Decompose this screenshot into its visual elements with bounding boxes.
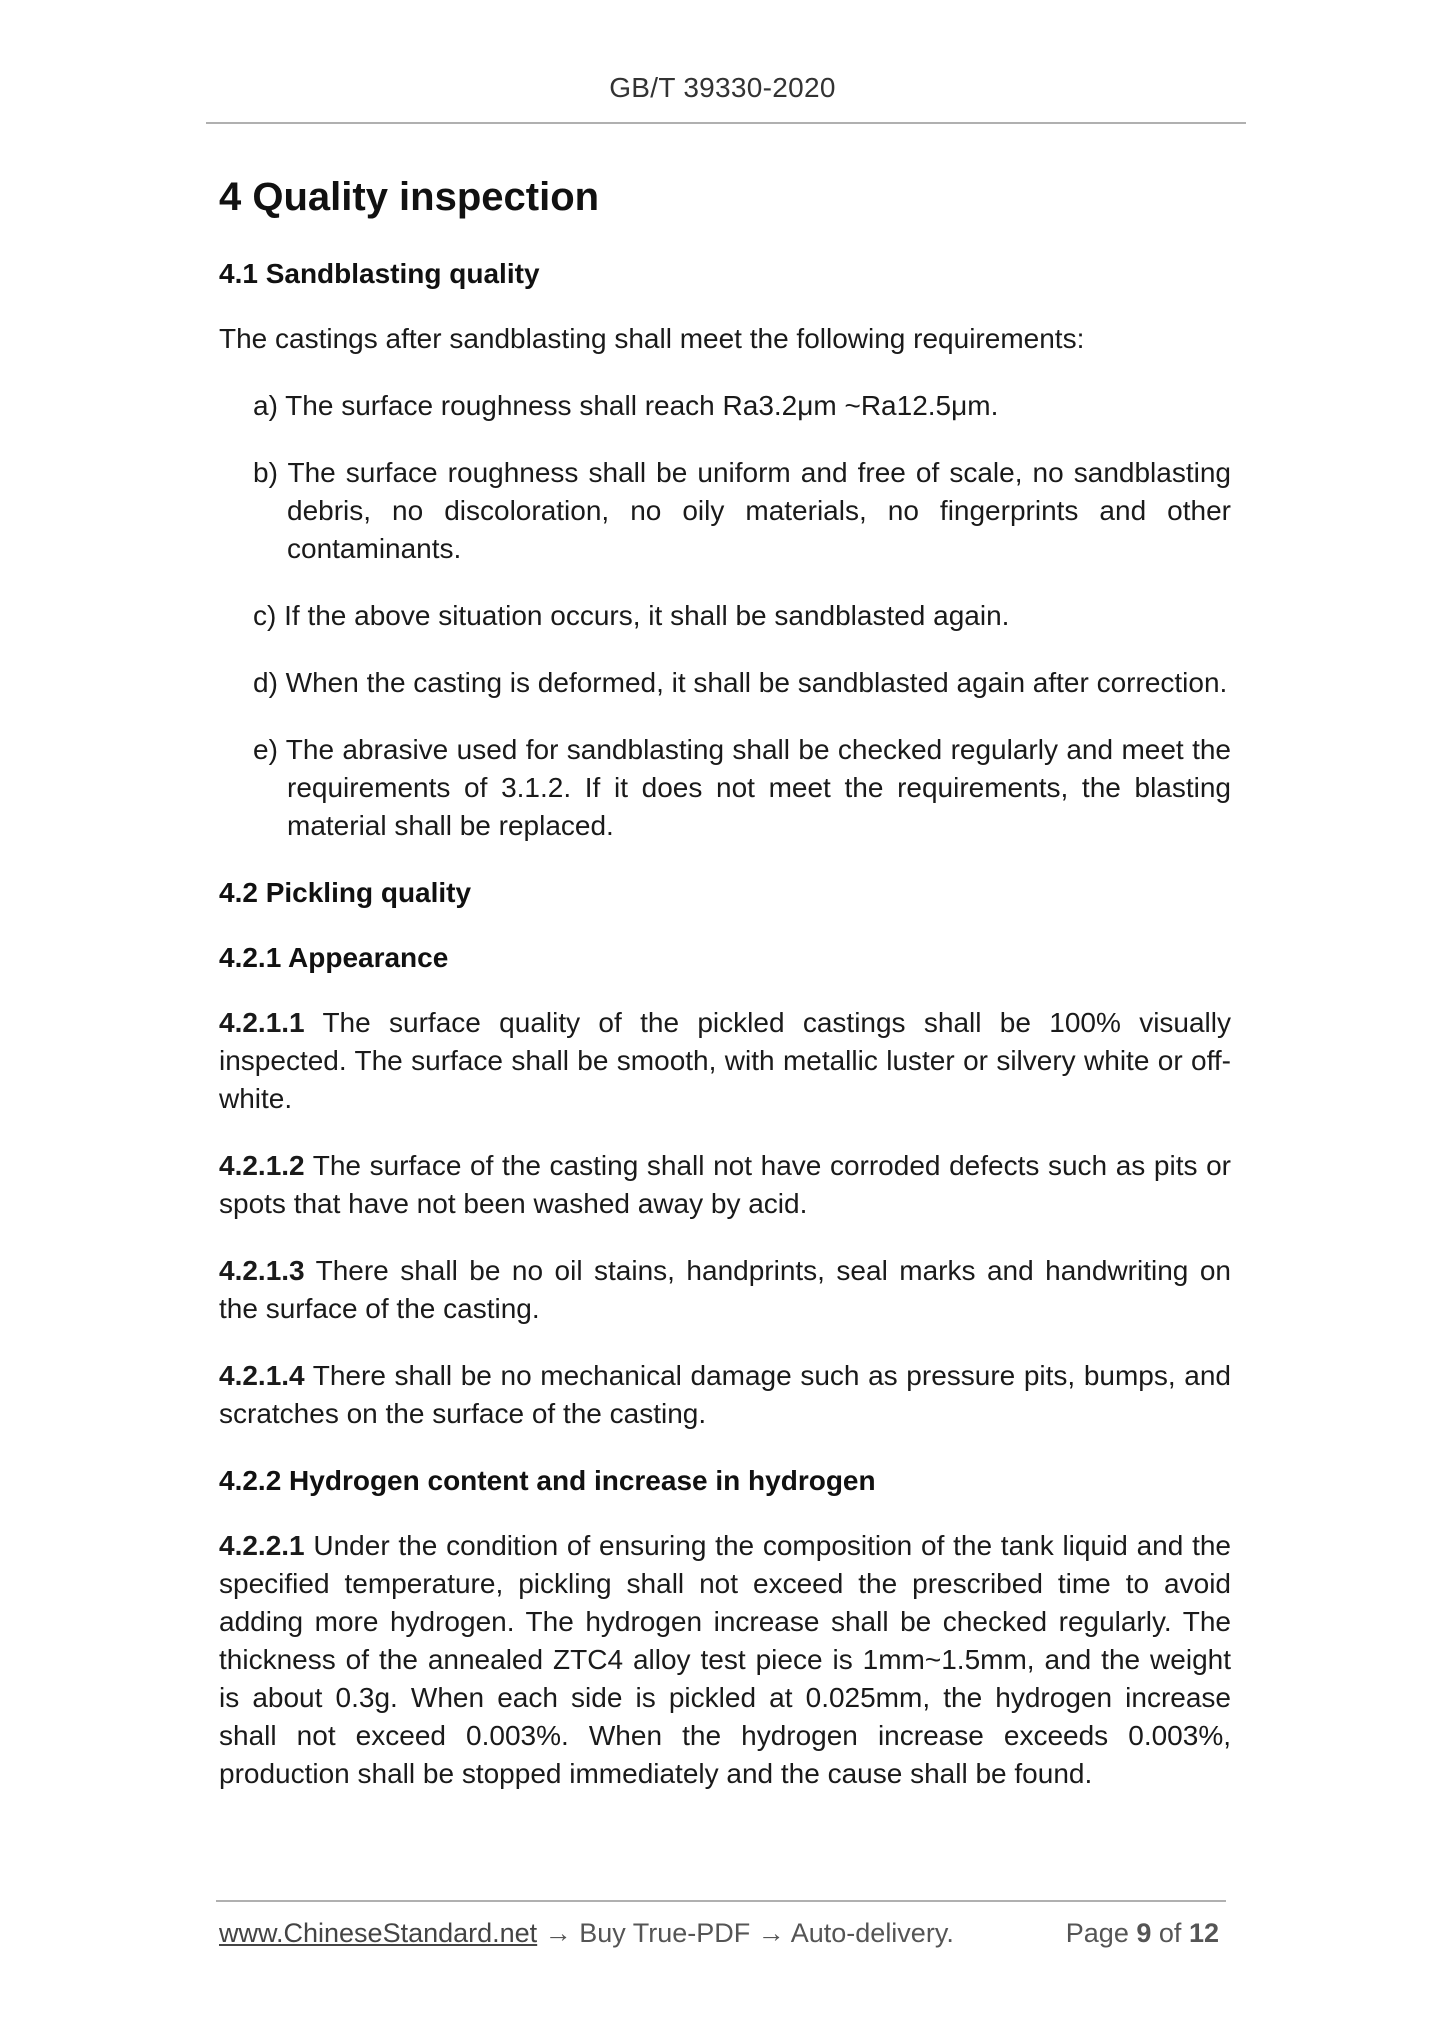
subsection-title-4-2: 4.2 Pickling quality	[219, 877, 472, 908]
website-link[interactable]: www.ChineseStandard.net	[219, 1918, 538, 1948]
list-item: a) The surface roughness shall reach Ra3.2μm ~Ra12.5μm.	[253, 390, 999, 421]
clause-text: There shall be no mechanical damage such as pressure pits, bumps, and scratches on the surface of the casting.	[219, 1360, 1231, 1429]
footer-divider	[216, 1900, 1226, 1902]
clause-4-2-1-2	[219, 1147, 1231, 1223]
clause-4-2-2-1	[219, 1527, 1231, 1793]
subsection-title-4-2-1: 4.2.1 Appearance	[219, 942, 449, 973]
of-label: of	[1158, 1918, 1182, 1948]
clause-number: 4.2.1.2	[219, 1150, 305, 1181]
document-footer	[219, 1918, 1229, 1949]
page-body	[219, 162, 1231, 1822]
page-total: 12	[1188, 1918, 1219, 1948]
list-item: d) When the casting is deformed, it shall be sandblasted again after correction.	[253, 667, 1228, 698]
page-indicator	[1066, 1918, 1219, 1949]
subsection-title-4-2-2: 4.2.2 Hydrogen content and increase in hydrogen	[219, 1465, 876, 1496]
clause-text: There shall be no oil stains, handprints, seal marks and handwriting on the surface of the casting.	[219, 1255, 1231, 1324]
clause-4-2-1-4	[219, 1357, 1231, 1433]
header-divider	[206, 122, 1246, 124]
clause-number: 4.2.1.4	[219, 1360, 305, 1391]
clause-text: The surface of the casting shall not have corroded defects such as pits or spots that have not been washed away by acid.	[219, 1150, 1231, 1219]
clause-number: 4.2.2.1	[219, 1530, 305, 1561]
clause-text: Under the condition of ensuring the composition of the tank liquid and the specified temperature, pickling shall not exceed the prescribed time to avoid adding more hydrogen. The hydrogen increase shall be checked regularly. The thickness of the annealed ZTC4 alloy test piece is 1mm~1.5mm, and the weight is about 0.3g. When each side is pickled at 0.025mm, the hydrogen increase shall not exceed 0.003%. When the hydrogen increase exceeds 0.003%, production shall be stopped immediately and the cause shall be found.	[219, 1530, 1231, 1789]
list-item: c) If the above situation occurs, it shall be sandblasted again.	[253, 600, 1010, 631]
document-id: GB/T 39330-2020	[609, 72, 836, 103]
clause-number: 4.2.1.3	[219, 1255, 305, 1286]
clause-4-2-1-1	[219, 1004, 1231, 1118]
subsection-intro-4-1: The castings after sandblasting shall meet the following requirements:	[219, 323, 1085, 354]
clause-text: The surface quality of the pickled castings shall be 100% visually inspected. The surface shall be smooth, with metallic luster or silvery white or off-white.	[219, 1007, 1231, 1114]
page-label: Page	[1065, 1918, 1129, 1948]
subsection-title-4-1: 4.1 Sandblasting quality	[219, 258, 540, 289]
requirements-list	[253, 387, 1231, 845]
clause-number: 4.2.1.1	[219, 1007, 305, 1038]
document-header	[0, 72, 1445, 104]
section-title: 4 Quality inspection	[219, 175, 600, 219]
clause-4-2-1-3	[219, 1252, 1231, 1328]
page-number: 9	[1136, 1918, 1152, 1948]
list-item: b) The surface roughness shall be uniform and free of scale, no sandblasting debris, no discoloration, no oily materials, no fingerprints and other contaminants.	[253, 457, 1231, 564]
footer-tagline: → Buy True-PDF → Auto-delivery.	[537, 1918, 954, 1948]
list-item: e) The abrasive used for sandblasting shall be checked regularly and meet the requirements of 3.1.2. If it does not meet the requirements, the blasting material shall be replaced.	[253, 734, 1231, 841]
